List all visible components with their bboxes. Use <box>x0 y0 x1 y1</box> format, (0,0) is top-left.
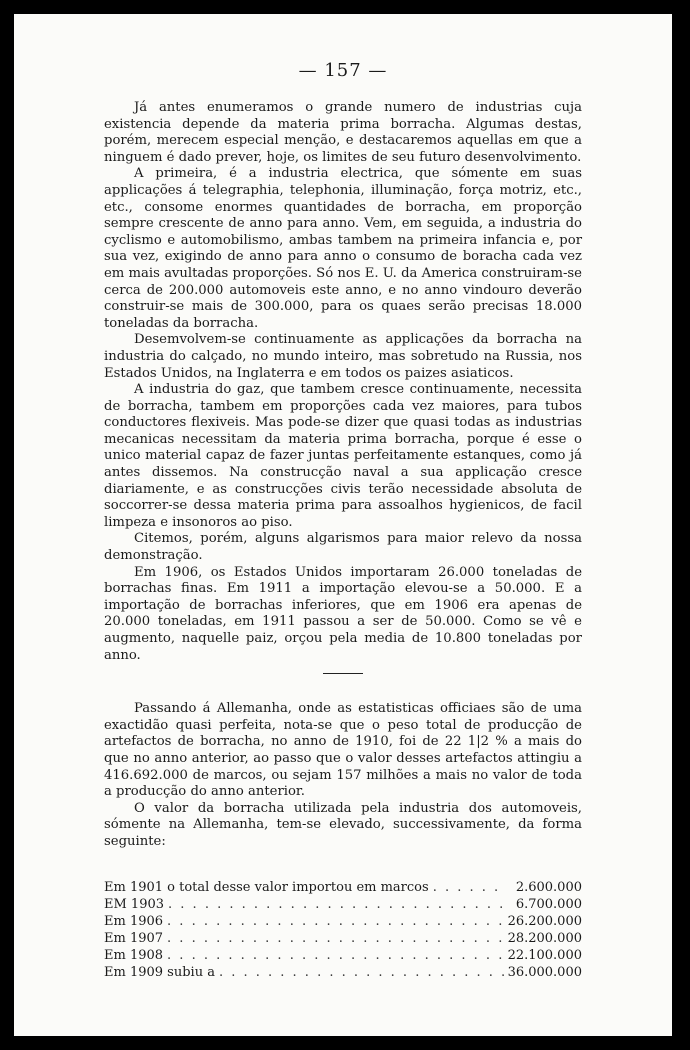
row-label: Em 1907 <box>104 930 164 946</box>
book-page <box>14 14 672 1036</box>
row-value: 36.000.000 <box>507 964 582 980</box>
row-label: Em 1908 <box>104 947 164 963</box>
dot-leader <box>167 947 504 964</box>
dot-leader <box>167 913 504 930</box>
paragraph-germany: Passando á Allemanha, onde as estatisticas officiaes são de uma exactidão quasi perfeita, nota-se que o peso total de producção de artefactos de borracha, no anno de 1910, foi de 22 1|2 % a mais do que no anno anterior, ao passo que o valor desses artefactos attingiu a 416.692.000 de marcos, ou sejam 157 milhões a mais no valor de toda a producção do anno anterior. <box>104 701 582 800</box>
row-value: 22.100.000 <box>507 947 582 963</box>
row-value: 28.200.000 <box>507 930 582 946</box>
dot-leader <box>219 964 504 981</box>
paragraph-intro: Já antes enumeramos o grande numero de industrias cuja existencia depende da materia prima borracha. Algumas destas, porém, merecem especial menção, e destacaremos aquellas em que a ninguem é dado prever, hoje, os limites de seu futuro desenvolvimento. <box>104 100 582 165</box>
paragraph-figures-intro: Citemos, porém, alguns algarismos para maior relevo da nossa demonstração. <box>104 531 582 564</box>
dot-leader <box>433 879 504 896</box>
row-value: 2.600.000 <box>515 879 582 895</box>
table-row <box>104 930 582 947</box>
paragraph-gas-industry: A industria do gaz, que tambem cresce continuamente, necessita de borracha, tambem em proporções cada vez maiores, para tubos conductores flexiveis. Mas pode-se dizer que quasi todas as industrias mecanicas necessitam da materia prima borracha, porque é esse o unico material capaz de fazer juntas perfeitamente estanques, como já antes dissemos. Na construcção naval a sua applicação cresce diariamente, e as construcções civis terão necessidade absoluta de soccorrer-se dessa materia prima para assoalhos hygienicos, de facil limpeza e insonoros ao piso. <box>104 382 582 530</box>
row-value: 26.200.000 <box>507 913 582 929</box>
paragraph-usa-imports: Em 1906, os Estados Unidos importaram 26.000 toneladas de borrachas finas. Em 1911 a importação elevou-se a 50.000. E a importação de borrachas inferiores, que em 1906 era apenas de 20.000 toneladas, em 1911 passou a ser de 50.000. Como se vê e augmento, naquelle paiz, orçou pela media de 10.800 toneladas por anno. <box>104 564 582 663</box>
row-label: Em 1906 <box>104 913 164 929</box>
table-row <box>104 913 582 930</box>
paragraph-automobile-value: O valor da borracha utilizada pela industria dos automoveis, sómente na Allemanha, tem-se elevado, successivamente, da forma seguinte: <box>104 800 582 849</box>
value-table <box>104 879 582 981</box>
paragraph-electric-industry: A primeira, é a industria electrica, que sómente em suas applicações á telegraphia, telephonia, illuminação, força motriz, etc., etc., consome enormes quantidades de borracha, em proporção sempre crescente de anno para anno. Vem, em seguida, a industria do cyclismo e automobilismo, ambas tambem na primeira infancia e, por sua vez, exigindo de anno para anno o consumo de boracha cada vez em mais avultadas proporções. Só nos E. U. da America construiram-se cerca de 200.000 automoveis este anno, e no anno vindouro deverão construir-se mais de 300.000, para os quaes serão precisas 18.000 toneladas da borracha. <box>104 166 582 331</box>
table-row <box>104 947 582 964</box>
row-label: EM 1903 <box>104 896 165 912</box>
row-value: 6.700.000 <box>515 896 582 912</box>
dot-leader <box>168 896 504 913</box>
table-row <box>104 896 582 913</box>
table-row <box>104 964 582 981</box>
table-row <box>104 879 582 896</box>
section-divider <box>323 673 363 674</box>
row-label: Em 1901 o total desse valor importou em marcos <box>104 879 429 895</box>
page-body <box>104 100 582 981</box>
page-number: — 157 — <box>298 60 388 81</box>
paragraph-footwear: Desemvolvem-se continuamente as applicações da borracha na industria do calçado, no mundo inteiro, mas sobretudo na Russia, nos Estados Unidos, na Inglaterra e em todos os paizes asiaticos. <box>104 332 582 381</box>
row-label: Em 1909 subiu a <box>104 964 215 980</box>
dot-leader <box>167 930 504 947</box>
